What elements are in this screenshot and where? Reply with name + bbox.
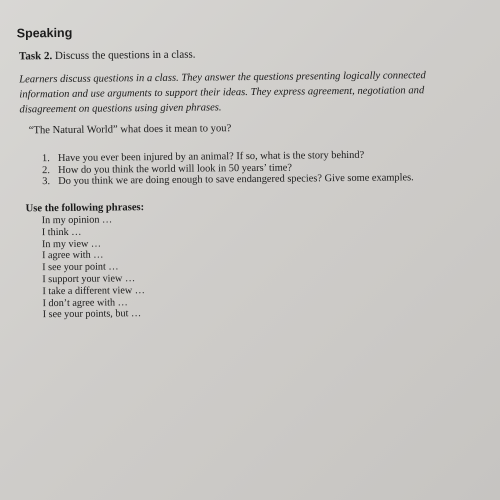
phrase-item: I see your point … — [42, 261, 119, 274]
phrase-item: I think … — [41, 226, 82, 238]
task-label: Task 2. — [18, 50, 53, 63]
phrase-item: I agree with … — [41, 249, 104, 262]
intro-line: Learners discuss questions in a class. They answer the questions presenting logically connected — [19, 70, 426, 86]
section-heading: Speaking — [16, 25, 73, 41]
question-text: How do you think the world will look in 50 years’ time? — [58, 162, 293, 176]
question-list — [42, 149, 414, 187]
phrase-item: I don’t agree with … — [42, 296, 128, 309]
phrase-list — [42, 214, 146, 321]
question-text: Do you think we are doing enough to save endangered species? Give some examples. — [58, 172, 414, 188]
phrases-title: Use the following phrases: — [25, 202, 145, 215]
task-line — [19, 49, 196, 63]
intro-paragraph — [19, 68, 449, 118]
phrase-item: In my opinion … — [41, 214, 113, 227]
question-number: 2. — [42, 164, 51, 176]
task-text: Discuss the questions in a class. — [54, 48, 196, 63]
intro-line: information and use arguments to support their ideas. They express agreement, negotiation and — [19, 85, 425, 101]
question-text: Have you ever been injured by an animal? If so, what is the story behind? — [57, 149, 365, 165]
main-question: “The Natural World” what does it mean to you? — [28, 123, 232, 137]
phrase-item: I take a different view … — [42, 284, 145, 297]
phrase-item: In my view … — [41, 238, 102, 250]
intro-line: disagreement on questions using given phrases. — [19, 102, 222, 116]
phrase-item: I see your points, but … — [42, 308, 142, 321]
question-item — [42, 172, 414, 187]
question-number: 3. — [42, 176, 51, 188]
question-number: 1. — [41, 153, 50, 165]
phrase-item: I support your view … — [42, 273, 136, 286]
